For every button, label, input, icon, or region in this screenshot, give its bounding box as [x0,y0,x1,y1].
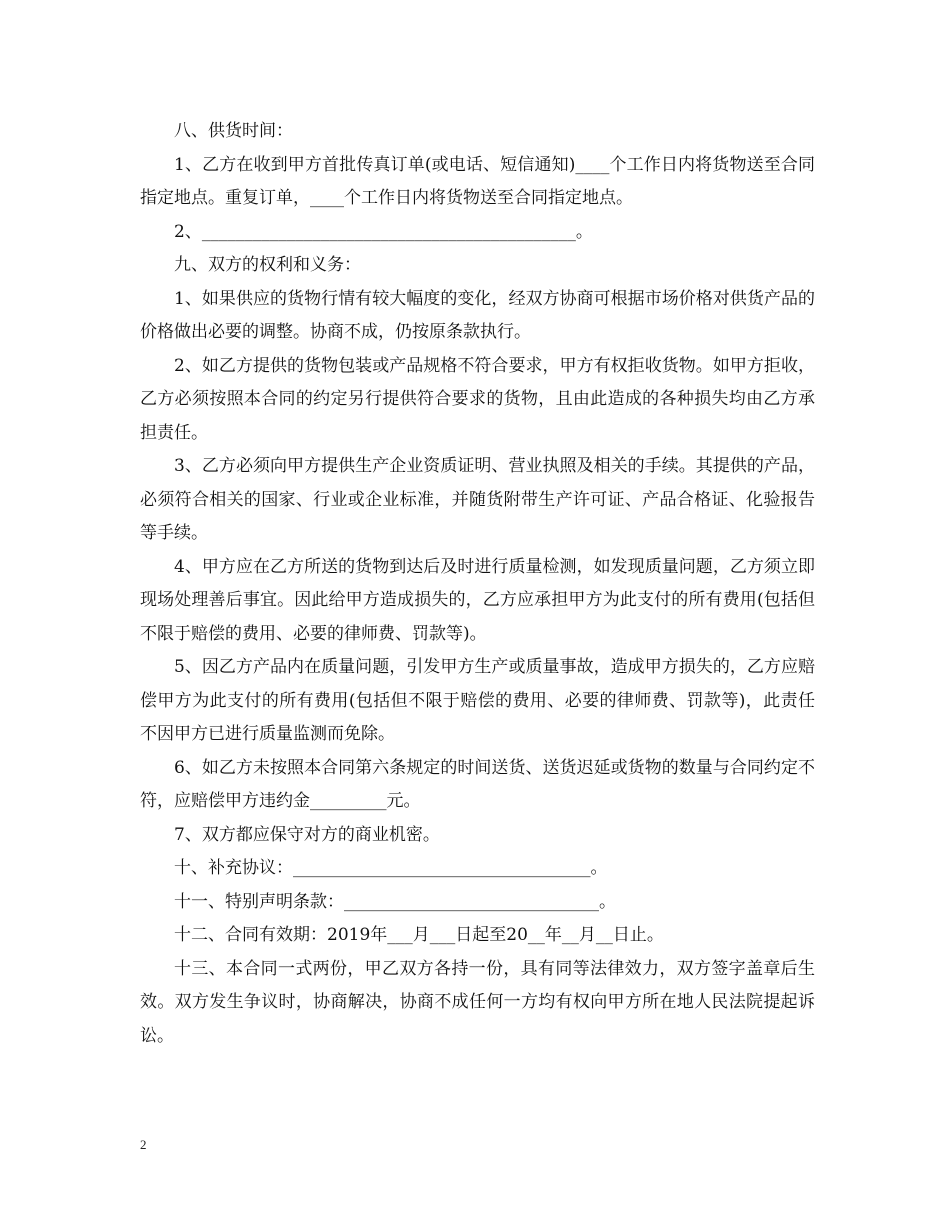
section-validity-period: 十二、合同有效期：2019年___月___日起至20__年__月__日止。 [174,925,664,945]
clause-paragraph: 2、____________________________________________。 [174,221,593,242]
clause-paragraph: 2、如乙方提供的货物包装或产品规格不符合要求，甲方有权拒收货物。如甲方拒收，乙方必须按照本合同的约定另行提供符合要求的货物，且由此造成的各种损失均由乙方承担责任。 [140,355,815,443]
clause-paragraph: 6、如乙方未按照本合同第六条规定的时间送货、送货迟延或货物的数量与合同约定不符，应赔偿甲方违约金_________元。 [140,757,815,811]
clause-paragraph: 1、如果供应的货物行情有较大幅度的变化，经双方协商可根据市场价格对供货产品的价格做出必要的调整。协商不成，仍按原条款执行。 [140,288,815,342]
section-heading-supply-time: 八、供货时间： [174,121,293,141]
section-supplementary-agreement: 十、补充协议：___________________________________。 [174,858,608,878]
clause-paragraph: 7、双方都应保守对方的商业机密。 [174,824,440,845]
page-number: 2 [140,1137,147,1152]
section-special-statement: 十一、特别声明条款：______________________________。 [174,891,616,912]
clause-paragraph: 1、乙方在收到甲方首批传真订单(或电话、短信通知)____个工作日内将货物送至合同指定地点。重复订单，____个工作日内将货物送至合同指定地点。 [140,154,815,208]
clause-paragraph: 5、因乙方产品内在质量问题，引发甲方生产或质量事故，造成甲方损失的，乙方应赔偿甲方为此支付的所有费用(包括但不限于赔偿的费用、必要的律师费、罚款等)，此责任不因甲方已进行质量监测而免除。 [140,657,815,744]
section-copies-and-disputes: 十三、本合同一式两份，甲乙双方各持一份，具有同等法律效力，双方签字盖章后生效。双方发生争议时，协商解决，协商不成任何一方均有权向甲方所在地人民法院提起诉讼。 [140,958,815,1046]
clause-paragraph: 3、乙方必须向甲方提供生产企业资质证明、营业执照及相关的手续。其提供的产品，必须符合相关的国家、行业或企业标准，并随货附带生产许可证、产品合格证、化验报告等手续。 [140,456,815,543]
clause-paragraph: 4、甲方应在乙方所送的货物到达后及时进行质量检测，如发现质量问题，乙方须立即现场处理善后事宜。因此给甲方造成损失的，乙方应承担甲方为此支付的所有费用(包括但不限于赔偿的费用、必要的律师费、罚款等)。 [140,556,815,644]
document-body [140,115,815,1053]
section-heading-rights-obligations: 九、双方的权利和义务： [174,255,361,275]
